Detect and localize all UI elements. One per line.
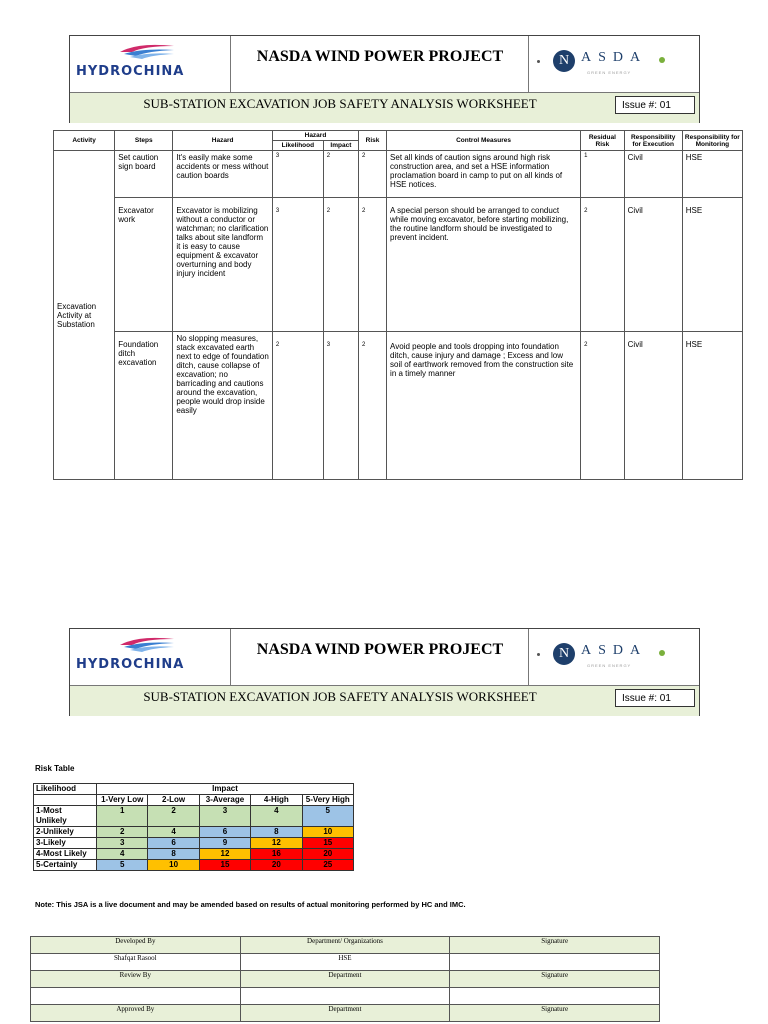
col-control: Control Measures [387, 131, 581, 151]
risk-score-cell: 5 [97, 860, 148, 871]
risk-score-cell: 25 [302, 860, 353, 871]
likelihood-header: Likelihood [34, 784, 97, 795]
green-dot-icon [659, 650, 665, 656]
risk-score-cell: 15 [199, 860, 250, 871]
issue-number: Issue #: 01 [615, 689, 695, 707]
risk-score-cell: 4 [251, 806, 302, 827]
risk-table [33, 783, 354, 871]
likelihood-label: 5-Certainly [34, 860, 97, 871]
signoff-row [31, 954, 660, 971]
signoff-cell [450, 954, 660, 971]
col-steps: Steps [115, 131, 173, 151]
nasda-logo [528, 36, 699, 92]
worksheet-title: SUB-STATION EXCAVATION JOB SAFETY ANALYSIS WORKSHEET [143, 96, 537, 111]
monitoring-cell: HSE [682, 332, 742, 480]
signoff-cell: Signature [450, 1005, 660, 1022]
impact-cell: 2 [323, 198, 358, 332]
risk-score-cell: 20 [302, 849, 353, 860]
hydrochina-swoosh-icon [118, 635, 178, 655]
monitoring-cell: HSE [682, 151, 742, 198]
header-block-1 [69, 35, 700, 123]
impact-column-label: 5-Very High [302, 795, 353, 806]
signoff-cell: Signature [450, 971, 660, 988]
likelihood-cell: 2 [272, 332, 323, 480]
impact-column-label: 3-Average [199, 795, 250, 806]
risk-score-cell: 4 [148, 827, 199, 838]
risk-score-cell: 3 [97, 838, 148, 849]
risk-score-cell: 5 [302, 806, 353, 827]
execution-cell: Civil [624, 151, 682, 198]
risk-score-cell: 10 [148, 860, 199, 871]
risk-score-cell: 6 [148, 838, 199, 849]
control-cell: A special person should be arranged to conduct while moving excavator, before starting mobilizing, the routine landform should be investigated to prevent incident. [387, 198, 581, 332]
nasda-tagline: GREEN ENERGY [587, 663, 632, 668]
hazard-cell: It's easily make some accidents or mess without caution boards [173, 151, 273, 198]
green-dot-icon [659, 57, 665, 63]
control-cell: Set all kinds of caution signs around high risk construction area, and set a HSE information proclamation board in camp to put on all kinds of HSE notices. [387, 151, 581, 198]
activity-cell: Excavation Activity at Substation [54, 151, 115, 480]
hazard-cell: Excavator is mobilizing without a conductor or watchman; no clarification talks about site landform it is easy to cause equipment & excavator overturning and body injury incident [173, 198, 273, 332]
risk-score-cell: 12 [199, 849, 250, 860]
risk-score-cell: 8 [251, 827, 302, 838]
step-cell: Set caution sign board [115, 151, 173, 198]
control-cell: Avoid people and tools dropping into foundation ditch, cause injury and damage ; Excess and low soil of earthwork removed from the construction site in a timely manner [387, 332, 581, 480]
likelihood-label: 2-Unlikely [34, 827, 97, 838]
bullet-icon [537, 653, 540, 656]
signoff-cell [240, 988, 450, 1005]
impact-column-label: 2-Low [148, 795, 199, 806]
issue-number: Issue #: 01 [615, 96, 695, 114]
risk-score-cell: 20 [251, 860, 302, 871]
col-resp-mon: Responsibility for Monitoring [682, 131, 742, 151]
signoff-cell [450, 988, 660, 1005]
col-hazard-group: Hazard [272, 131, 358, 141]
worksheet-title-bar [70, 92, 699, 123]
jsa-note: Note: This JSA is a live document and may be amended based on results of actual monitoring performed by HC and IMC. [35, 900, 466, 909]
residual-cell: 2 [581, 332, 625, 480]
col-activity: Activity [54, 131, 115, 151]
risk-score-cell: 10 [302, 827, 353, 838]
risk-row [34, 838, 354, 849]
project-title: NASDA WIND POWER PROJECT [256, 48, 504, 65]
likelihood-cell: 3 [272, 198, 323, 332]
risk-cell: 2 [359, 151, 387, 198]
worksheet-title-bar [70, 685, 699, 716]
nasda-logo-circle: N [553, 50, 575, 72]
hydrochina-logo [70, 629, 231, 685]
col-likelihood: Likelihood [272, 141, 323, 151]
risk-row [34, 827, 354, 838]
signoff-row [31, 1005, 660, 1022]
nasda-logo-text: ASDA [581, 50, 648, 65]
risk-score-cell: 9 [199, 838, 250, 849]
risk-score-cell: 2 [97, 827, 148, 838]
table-row [54, 332, 743, 480]
col-residual: Residual Risk [581, 131, 625, 151]
risk-score-cell: 3 [199, 806, 250, 827]
risk-row [34, 860, 354, 871]
nasda-logo [528, 629, 699, 685]
signoff-row [31, 937, 660, 954]
risk-score-cell: 6 [199, 827, 250, 838]
nasda-logo-text: ASDA [581, 643, 648, 658]
col-hazard: Hazard [173, 131, 273, 151]
impact-column-label: 1-Very Low [97, 795, 148, 806]
risk-score-cell: 1 [97, 806, 148, 827]
nasda-logo-circle: N [553, 643, 575, 665]
likelihood-label: 4-Most Likely [34, 849, 97, 860]
signoff-table [30, 936, 660, 1022]
likelihood-cell: 3 [272, 151, 323, 198]
table-row [54, 198, 743, 332]
signoff-cell: Shafqat Rasool [31, 954, 241, 971]
col-resp-exec: Responsibility for Execution [624, 131, 682, 151]
execution-cell: Civil [624, 198, 682, 332]
company-logo-text: HYDROCHINA [76, 657, 185, 672]
risk-score-cell: 16 [251, 849, 302, 860]
signoff-cell [31, 988, 241, 1005]
signoff-cell: Signature [450, 937, 660, 954]
signoff-cell: Department [240, 971, 450, 988]
impact-cell: 3 [323, 332, 358, 480]
execution-cell: Civil [624, 332, 682, 480]
signoff-cell: Developed By [31, 937, 241, 954]
risk-score-cell: 8 [148, 849, 199, 860]
step-cell: Foundation ditch excavation [115, 332, 173, 480]
risk-score-cell: 12 [251, 838, 302, 849]
likelihood-label: 3-Likely [34, 838, 97, 849]
jsa-table [53, 130, 743, 480]
likelihood-label: 1-Most Unlikely [34, 806, 97, 827]
risk-table-caption: Risk Table [35, 764, 75, 773]
signoff-cell: Department/ Organizations [240, 937, 450, 954]
company-logo-text: HYDROCHINA [76, 64, 185, 79]
hydrochina-swoosh-icon [118, 42, 178, 62]
risk-score-cell: 2 [148, 806, 199, 827]
residual-cell: 2 [581, 198, 625, 332]
signoff-cell: HSE [240, 954, 450, 971]
risk-row [34, 849, 354, 860]
risk-row [34, 806, 354, 827]
risk-cell: 2 [359, 198, 387, 332]
worksheet-title: SUB-STATION EXCAVATION JOB SAFETY ANALYSIS WORKSHEET [143, 689, 537, 704]
signoff-cell: Approved By [31, 1005, 241, 1022]
impact-column-label: 4-High [251, 795, 302, 806]
col-impact: Impact [323, 141, 358, 151]
signoff-cell: Review By [31, 971, 241, 988]
project-title: NASDA WIND POWER PROJECT [256, 641, 504, 658]
bullet-icon [537, 60, 540, 63]
residual-cell: 1 [581, 151, 625, 198]
risk-cell: 2 [359, 332, 387, 480]
signoff-cell: Department [240, 1005, 450, 1022]
nasda-tagline: GREEN ENERGY [587, 70, 632, 75]
impact-cell: 2 [323, 151, 358, 198]
col-risk: Risk [359, 131, 387, 151]
impact-header: Impact [97, 784, 354, 795]
monitoring-cell: HSE [682, 198, 742, 332]
signoff-row [31, 971, 660, 988]
hazard-cell: No slopping measures, stack excavated earth next to edge of foundation ditch, cause collapse of excavation; no barricading and cautions around the excavation, people would drop inside easily [173, 332, 273, 480]
risk-score-cell: 15 [302, 838, 353, 849]
risk-corner-cell [34, 795, 97, 806]
signoff-row [31, 988, 660, 1005]
step-cell: Excavator work [115, 198, 173, 332]
hydrochina-logo [70, 36, 231, 92]
table-row [54, 151, 743, 198]
header-block-2 [69, 628, 700, 716]
risk-score-cell: 4 [97, 849, 148, 860]
